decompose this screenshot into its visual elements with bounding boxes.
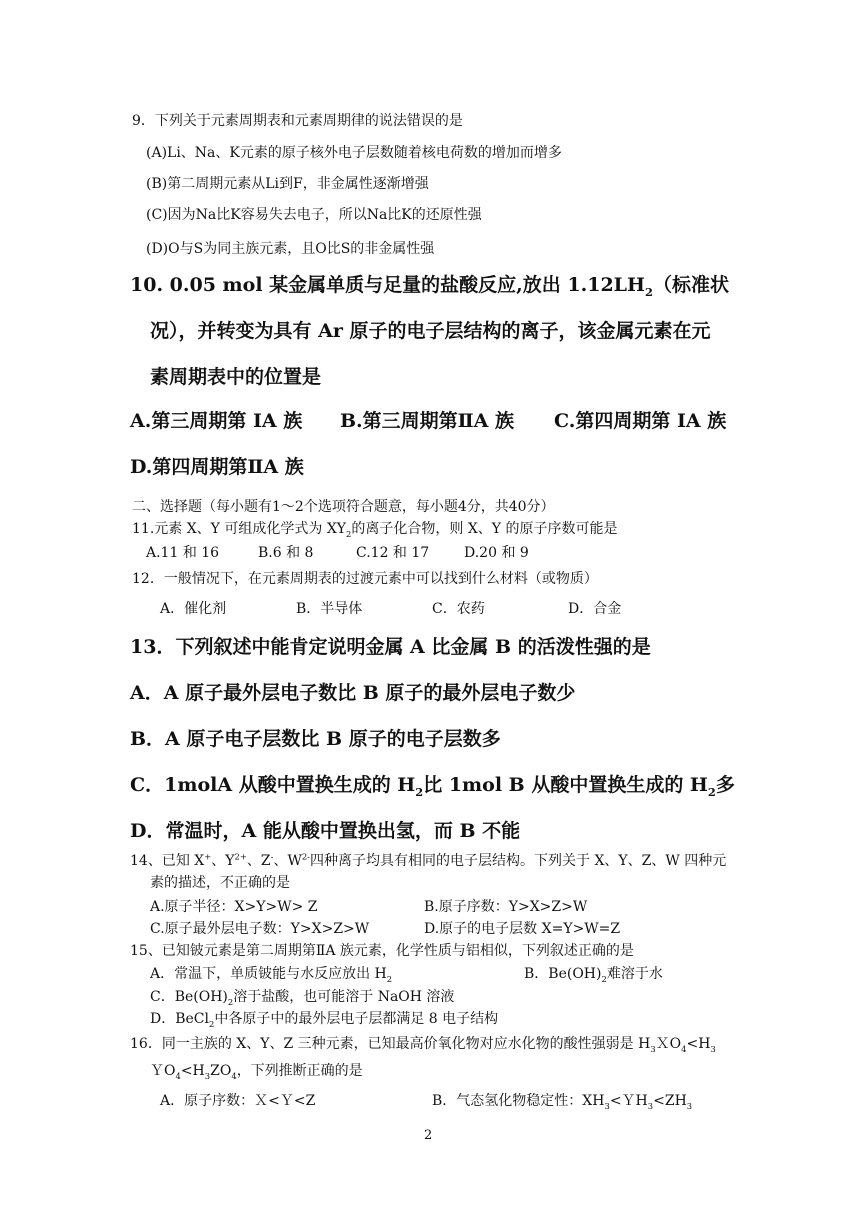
q12-option-d: D．合金 [568, 601, 622, 617]
q11-option-d: D.20 和 9 [464, 545, 529, 561]
q10-line1: 10. 0.05 mol 某金属单质与足量的盐酸反应,放出 $1.12LH_2$（标准状 [130, 274, 729, 299]
page-number: 2 [424, 1128, 433, 1143]
section-heading: 二、选择题（每小题有1～2个选项符合题意，每小题4分，共40分） [132, 499, 555, 515]
q14-options-row1 [150, 896, 710, 916]
q14-stem-cont: 素的描述，不正确的是 [150, 875, 290, 891]
q13-stem: 13．下列叙述中能肯定说明金属 A 比金属 B 的活泼性强的是 [130, 636, 651, 658]
q15-option-b: B．$Be(OH)_2$难溶于水 [524, 966, 663, 984]
q10-line2: 况），并转变为具有 Ar 原子的电子层结构的离子，该金属元素在元 [150, 320, 711, 342]
q9-option-b: (B)第二周期元素从Li到F，非金属性逐渐增强 [146, 176, 429, 192]
q14-options-row2 [150, 918, 710, 938]
q10-option-d: D.第四周期第ⅡA 族 [130, 456, 304, 478]
q13-option-b: B．A 原子电子层数比 B 原子的电子层数多 [130, 728, 501, 750]
q10-line3: 素周期表中的位置是 [150, 366, 322, 388]
q15-option-d: D．BeCl$_2$中各原子中的最外层电子层都满足 8 电子结构 [150, 1011, 499, 1029]
q12-option-b: B．半导体 [296, 601, 363, 617]
q10-option-c: C.第四周期第 IA 族 [554, 410, 727, 432]
q15-options-row1 [150, 963, 710, 983]
q9-option-d: (D)O与S为同主族元素，且O比S的非金属性强 [146, 241, 435, 257]
q12-options-row [160, 598, 640, 618]
q13-option-c: C．1molA 从酸中置换生成的 $H_2$比 1mol B 从酸中置换生成的 $H_2$多 [130, 774, 735, 799]
q10-options-row [130, 406, 750, 436]
q9-stem: 9．下列关于元素周期表和元素周期律的说法错误的是 [132, 113, 463, 129]
q11-option-c: C.12 和 17 [356, 545, 430, 561]
q15-option-a: A．常温下，单质铍能与水反应放出 $H_2$ [150, 966, 393, 984]
q11-options-row [146, 542, 566, 562]
q14-option-d: D.原子的电子层数 X=Y>W=Z [424, 921, 621, 937]
q14-stem: 14、已知 X+、$Y^{2+}$、Z-、$W^{2-}$四种离子均具有相同的电子层结构。下列关于 X、Y、Z、W 四种元 [130, 851, 727, 869]
q10-option-b: B.第三周期第ⅡA 族 [340, 410, 515, 432]
q16-option-b: B．气态氢化物稳定性：$XH_3<YH_3<ZH_3$ [432, 1093, 693, 1111]
q14-option-c: C.原子最外层电子数：Y>X>Z>W [150, 921, 370, 937]
q16-options-row [160, 1090, 720, 1110]
q16-stem: 16．同一主族的 X、Y、Z 三种元素，已知最高价氧化物对应水化物的酸性强弱是 $H_3XO_4<H_3$ [130, 1036, 716, 1054]
q12-option-a: A．催化剂 [160, 601, 227, 617]
q9-option-a: (A)Li、Na、K元素的原子核外电子层数随着核电荷数的增加而增多 [146, 145, 562, 161]
q16-stem-cont: $YO_4<H_3ZO_4$，下列推断正确的是 [150, 1063, 363, 1081]
q11-stem: 11.元素 X、Y 可组成化学式为 $XY_2$的离子化合物，则 X、Y 的原子序数可能是 [132, 521, 618, 539]
q12-option-c: C．农药 [432, 601, 485, 617]
q15-stem: 15、已知铍元素是第二周期第ⅡA 族元素，化学性质与铝相似，下列叙述正确的是 [130, 943, 634, 959]
q14-option-b: B.原子序数：Y>X>Z>W [424, 899, 588, 915]
q13-option-d: D．常温时，A 能从酸中置换出氢，而 B 不能 [130, 820, 521, 842]
q12-stem: 12．一般情况下，在元素周期表的过渡元素中可以找到什么材料（或物质） [132, 571, 598, 587]
q10-option-a: A.第三周期第 IA 族 [130, 410, 303, 432]
q15-option-c: C．$Be(OH)_2$溶于盐酸，也可能溶于 NaOH 溶液 [150, 989, 455, 1007]
q13-option-a: A．A 原子最外层电子数比 B 原子的最外层电子数少 [130, 682, 576, 704]
q11-option-a: A.11 和 16 [146, 545, 220, 561]
q9-option-c: (C)因为Na比K容易失去电子，所以Na比K的还原性强 [146, 207, 482, 223]
q16-option-a: A．原子序数：Ｘ<Ｙ<Z [160, 1093, 316, 1109]
q11-option-b: B.6 和 8 [258, 545, 314, 561]
q14-option-a: A.原子半径：X>Y>W> Z [150, 899, 318, 915]
